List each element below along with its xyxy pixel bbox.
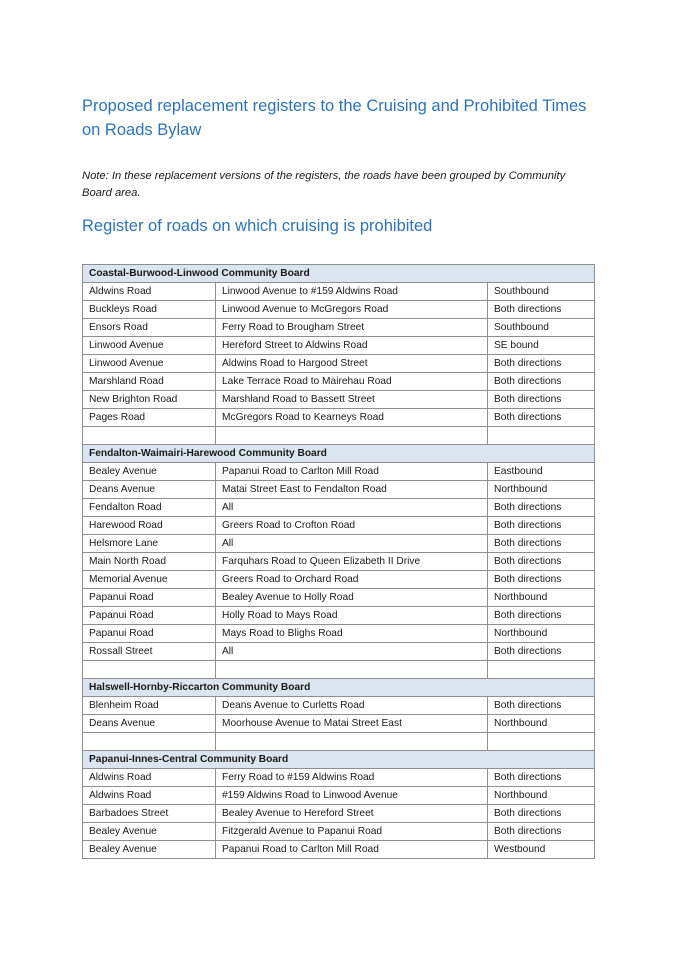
direction-cell: SE bound — [488, 337, 595, 355]
road-name-cell: Buckleys Road — [83, 301, 216, 319]
table-row — [83, 319, 595, 337]
direction-cell: Both directions — [488, 697, 595, 715]
table-row — [83, 841, 595, 859]
table-row — [83, 571, 595, 589]
direction-cell: Southbound — [488, 319, 595, 337]
table-row — [83, 337, 595, 355]
table-row — [83, 553, 595, 571]
table-row — [83, 535, 595, 553]
table-row — [83, 355, 595, 373]
road-section-cell: Greers Road to Crofton Road — [216, 517, 488, 535]
direction-cell — [488, 661, 595, 679]
road-name-cell: Memorial Avenue — [83, 571, 216, 589]
road-name-cell: Rossall Street — [83, 643, 216, 661]
road-name-cell: Aldwins Road — [83, 283, 216, 301]
table-row — [83, 823, 595, 841]
direction-cell: Both directions — [488, 553, 595, 571]
direction-cell: Southbound — [488, 283, 595, 301]
road-section-cell: All — [216, 643, 488, 661]
road-name-cell: Ensors Road — [83, 319, 216, 337]
direction-cell: Both directions — [488, 571, 595, 589]
direction-cell: Northbound — [488, 625, 595, 643]
road-name-cell: Blenheim Road — [83, 697, 216, 715]
road-section-cell: Linwood Avenue to McGregors Road — [216, 301, 488, 319]
road-section-cell: #159 Aldwins Road to Linwood Avenue — [216, 787, 488, 805]
road-section-cell: All — [216, 535, 488, 553]
direction-cell: Westbound — [488, 841, 595, 859]
road-section-cell: Ferry Road to #159 Aldwins Road — [216, 769, 488, 787]
cruising-register-table — [82, 264, 595, 859]
table-row — [83, 607, 595, 625]
community-board-name: Halswell-Hornby-Riccarton Community Board — [83, 679, 595, 697]
direction-cell: Both directions — [488, 535, 595, 553]
table-row — [83, 499, 595, 517]
direction-cell: Both directions — [488, 373, 595, 391]
road-section-cell: Aldwins Road to Hargood Street — [216, 355, 488, 373]
road-name-cell: Harewood Road — [83, 517, 216, 535]
direction-cell: Both directions — [488, 499, 595, 517]
road-section-cell: Deans Avenue to Curletts Road — [216, 697, 488, 715]
road-name-cell: Deans Avenue — [83, 481, 216, 499]
table-row — [83, 427, 595, 445]
road-name-cell — [83, 661, 216, 679]
table-row — [83, 463, 595, 481]
road-section-cell: Bealey Avenue to Hereford Street — [216, 805, 488, 823]
road-section-cell: Linwood Avenue to #159 Aldwins Road — [216, 283, 488, 301]
road-section-cell — [216, 427, 488, 445]
direction-cell: Both directions — [488, 769, 595, 787]
direction-cell: Both directions — [488, 823, 595, 841]
road-name-cell: Deans Avenue — [83, 715, 216, 733]
road-name-cell: Papanui Road — [83, 589, 216, 607]
road-section-cell: Bealey Avenue to Holly Road — [216, 589, 488, 607]
direction-cell: Eastbound — [488, 463, 595, 481]
table-row — [83, 589, 595, 607]
road-section-cell: Marshland Road to Bassett Street — [216, 391, 488, 409]
table-row — [83, 661, 595, 679]
road-name-cell: Aldwins Road — [83, 787, 216, 805]
road-name-cell: Aldwins Road — [83, 769, 216, 787]
group-header-row — [83, 445, 595, 463]
table-row — [83, 787, 595, 805]
road-name-cell: Helsmore Lane — [83, 535, 216, 553]
road-section-cell: Holly Road to Mays Road — [216, 607, 488, 625]
road-name-cell: Barbadoes Street — [83, 805, 216, 823]
community-board-name: Coastal-Burwood-Linwood Community Board — [83, 265, 595, 283]
table-row — [83, 697, 595, 715]
table-row — [83, 373, 595, 391]
direction-cell: Both directions — [488, 301, 595, 319]
road-name-cell: Fendalton Road — [83, 499, 216, 517]
direction-cell: Northbound — [488, 481, 595, 499]
road-name-cell — [83, 733, 216, 751]
road-name-cell: Bealey Avenue — [83, 823, 216, 841]
road-section-cell: Greers Road to Orchard Road — [216, 571, 488, 589]
direction-cell: Both directions — [488, 517, 595, 535]
road-section-cell: Moorhouse Avenue to Matai Street East — [216, 715, 488, 733]
direction-cell — [488, 427, 595, 445]
road-section-cell: Papanui Road to Carlton Mill Road — [216, 841, 488, 859]
direction-cell: Both directions — [488, 607, 595, 625]
road-section-cell: Fitzgerald Avenue to Papanui Road — [216, 823, 488, 841]
section-heading: Register of roads on which cruising is prohibited — [82, 217, 433, 235]
register-body — [83, 265, 595, 859]
road-section-cell: Matai Street East to Fendalton Road — [216, 481, 488, 499]
table-row — [83, 517, 595, 535]
direction-cell: Both directions — [488, 643, 595, 661]
road-name-cell: Papanui Road — [83, 625, 216, 643]
road-name-cell — [83, 427, 216, 445]
document-note: Note: In these replacement versions of the registers, the roads have been grouped by Community Board area. — [82, 170, 566, 199]
direction-cell: Northbound — [488, 715, 595, 733]
table-row — [83, 769, 595, 787]
community-board-name: Papanui-Innes-Central Community Board — [83, 751, 595, 769]
road-section-cell — [216, 661, 488, 679]
road-name-cell: Bealey Avenue — [83, 463, 216, 481]
direction-cell: Both directions — [488, 355, 595, 373]
direction-cell: Northbound — [488, 787, 595, 805]
road-section-cell: McGregors Road to Kearneys Road — [216, 409, 488, 427]
road-name-cell: Papanui Road — [83, 607, 216, 625]
road-name-cell: Bealey Avenue — [83, 841, 216, 859]
road-section-cell — [216, 733, 488, 751]
road-section-cell: Ferry Road to Brougham Street — [216, 319, 488, 337]
road-section-cell: All — [216, 499, 488, 517]
road-section-cell: Farquhars Road to Queen Elizabeth II Drive — [216, 553, 488, 571]
community-board-name: Fendalton-Waimairi-Harewood Community Board — [83, 445, 595, 463]
road-name-cell: Pages Road — [83, 409, 216, 427]
table-row — [83, 301, 595, 319]
direction-cell: Both directions — [488, 805, 595, 823]
table-row — [83, 643, 595, 661]
direction-cell: Both directions — [488, 409, 595, 427]
group-header-row — [83, 265, 595, 283]
road-name-cell: New Brighton Road — [83, 391, 216, 409]
table-row — [83, 409, 595, 427]
table-row — [83, 391, 595, 409]
road-section-cell: Lake Terrace Road to Mairehau Road — [216, 373, 488, 391]
road-section-cell: Papanui Road to Carlton Mill Road — [216, 463, 488, 481]
road-name-cell: Linwood Avenue — [83, 337, 216, 355]
document-title: Proposed replacement registers to the Cruising and Prohibited Times on Roads Bylaw — [82, 97, 587, 139]
group-header-row — [83, 679, 595, 697]
table-row — [83, 733, 595, 751]
table-row — [83, 283, 595, 301]
direction-cell: Northbound — [488, 589, 595, 607]
table-row — [83, 715, 595, 733]
table-row — [83, 805, 595, 823]
table-row — [83, 481, 595, 499]
road-section-cell: Hereford Street to Aldwins Road — [216, 337, 488, 355]
group-header-row — [83, 751, 595, 769]
direction-cell — [488, 733, 595, 751]
table-row — [83, 625, 595, 643]
direction-cell: Both directions — [488, 391, 595, 409]
road-name-cell: Main North Road — [83, 553, 216, 571]
road-name-cell: Linwood Avenue — [83, 355, 216, 373]
road-name-cell: Marshland Road — [83, 373, 216, 391]
road-section-cell: Mays Road to Blighs Road — [216, 625, 488, 643]
